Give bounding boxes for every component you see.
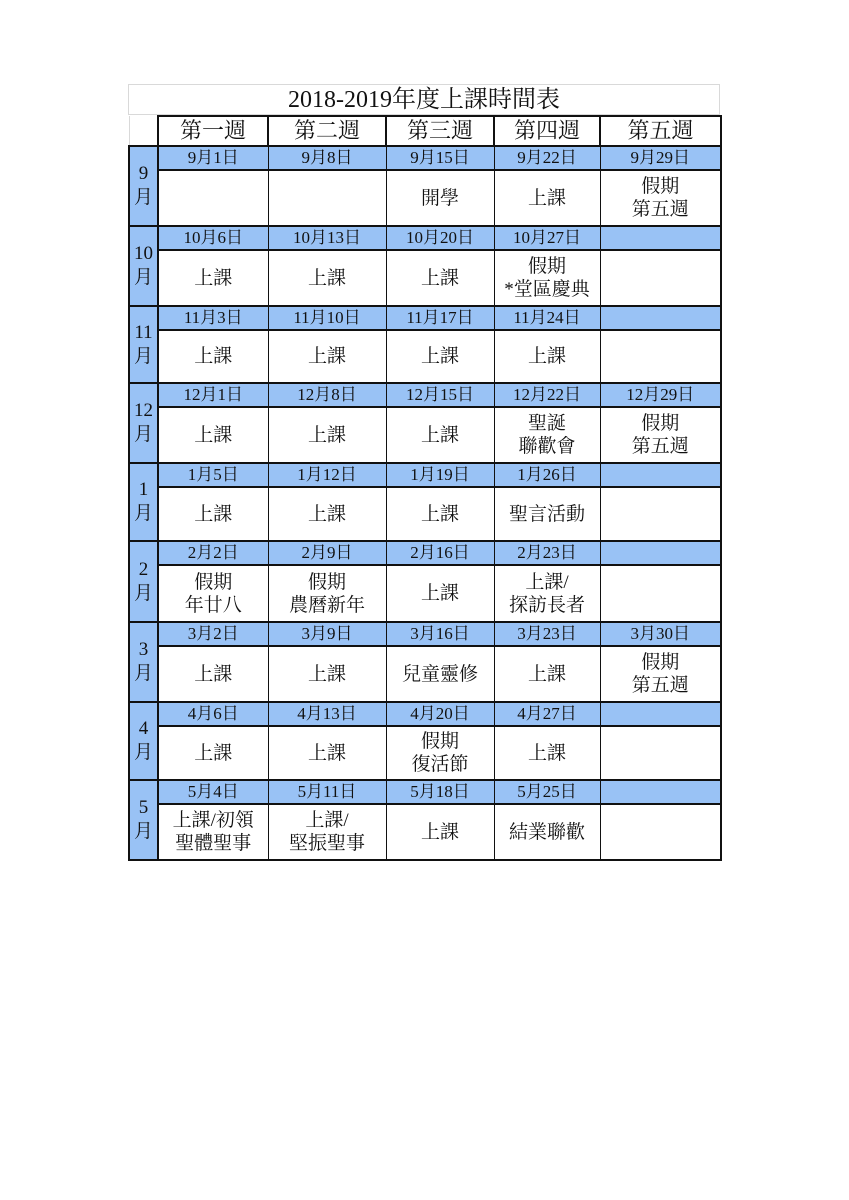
activity-text: 上課 [420, 267, 459, 289]
activity-text: 聖言活動 [508, 503, 585, 525]
date-cell: 5月11日 [268, 780, 386, 804]
month-char: 月 [133, 187, 153, 208]
date-cell: 11月3日 [158, 306, 268, 330]
month-char: 月 [133, 267, 153, 288]
date-cell [600, 306, 721, 330]
month-label [129, 622, 158, 702]
date-row [129, 383, 721, 407]
activity-text: 兒童靈修 [401, 663, 478, 685]
date-cell: 3月16日 [386, 622, 494, 646]
date-cell: 9月29日 [600, 146, 721, 170]
month-number: 3 [138, 639, 149, 660]
date-row [129, 702, 721, 726]
activity-text: 上課 [307, 742, 346, 764]
activity-text: 上課/ [305, 810, 349, 831]
activity-text: 假期 [641, 652, 680, 673]
activity-cell [600, 407, 721, 463]
date-cell: 9月22日 [494, 146, 600, 170]
month-label [129, 306, 158, 383]
month-char: 月 [133, 742, 153, 763]
activity-cell [386, 565, 494, 622]
date-cell: 12月15日 [386, 383, 494, 407]
month-number: 11 [134, 321, 153, 343]
date-cell: 10月20日 [386, 226, 494, 250]
activity-text: 假期 [420, 731, 459, 752]
date-cell: 3月30日 [600, 622, 721, 646]
activity-text: 上課 [194, 424, 233, 446]
activity-cell [158, 487, 268, 541]
content-row [129, 726, 721, 780]
activity-cell [494, 565, 600, 622]
activity-cell [600, 726, 721, 780]
activity-text: 探訪長者 [508, 594, 585, 616]
month-char: 月 [133, 503, 153, 524]
month-char: 月 [133, 582, 153, 604]
activity-cell [386, 250, 494, 306]
activity-text: 農曆新年 [288, 594, 365, 616]
activity-text: 上課 [420, 346, 459, 367]
content-row [129, 565, 721, 622]
date-cell: 3月2日 [158, 622, 268, 646]
activity-text: 上課 [527, 187, 566, 209]
date-cell: 4月20日 [386, 702, 494, 726]
activity-cell [494, 170, 600, 226]
activity-text: 上課 [420, 424, 459, 446]
date-cell [600, 780, 721, 804]
week-header: 第一週 [158, 116, 268, 146]
activity-text: 上課 [307, 424, 346, 446]
activity-text: 上課 [307, 663, 346, 685]
activity-cell [600, 646, 721, 702]
activity-text: 上課 [420, 503, 459, 525]
month-number: 10 [134, 243, 153, 264]
date-cell: 1月26日 [494, 463, 600, 487]
activity-cell [600, 804, 721, 860]
date-cell: 12月8日 [268, 383, 386, 407]
schedule-sheet [128, 84, 720, 861]
date-cell: 5月25日 [494, 780, 600, 804]
date-cell: 2月23日 [494, 541, 600, 565]
date-row [129, 780, 721, 804]
content-row [129, 804, 721, 860]
month-number: 9 [138, 163, 149, 184]
activity-cell [268, 565, 386, 622]
month-label [129, 780, 158, 860]
activity-cell [268, 407, 386, 463]
activity-text: 開學 [420, 187, 459, 209]
week-header: 第三週 [386, 116, 494, 146]
date-cell: 2月16日 [386, 541, 494, 565]
activity-text: 假期 [641, 176, 680, 197]
month-char: 月 [133, 345, 153, 367]
week-header: 第二週 [268, 116, 386, 146]
date-cell [600, 463, 721, 487]
activity-cell [494, 804, 600, 860]
activity-cell [386, 330, 494, 383]
date-cell: 4月13日 [268, 702, 386, 726]
activity-cell [268, 487, 386, 541]
activity-text: 上課 [194, 663, 233, 685]
month-label [129, 146, 158, 226]
date-cell: 9月8日 [268, 146, 386, 170]
date-row [129, 226, 721, 250]
content-row [129, 487, 721, 541]
activity-cell [386, 804, 494, 860]
activity-cell [158, 407, 268, 463]
activity-cell [600, 487, 721, 541]
date-cell: 2月2日 [158, 541, 268, 565]
month-label [129, 383, 158, 463]
activity-text: 年廿八 [184, 594, 242, 616]
date-cell [600, 702, 721, 726]
activity-text: 上課 [194, 346, 233, 367]
activity-cell [158, 646, 268, 702]
activity-cell [158, 726, 268, 780]
corner-cell [129, 116, 158, 146]
activity-text: 上課 [420, 583, 459, 604]
activity-text: 假期 [307, 571, 346, 593]
activity-text: 第五週 [631, 436, 689, 457]
activity-cell [494, 330, 600, 383]
month-number: 4 [138, 718, 149, 739]
activity-cell [158, 250, 268, 306]
activity-text: 假期 [194, 571, 233, 593]
activity-cell [386, 646, 494, 702]
activity-text: 假期 [641, 413, 680, 434]
activity-text: 上課 [420, 821, 459, 843]
activity-text: 聖誕 [527, 413, 566, 434]
activity-text: 上課 [194, 503, 233, 525]
activity-cell [494, 250, 600, 306]
activity-text: 聖體聖事 [175, 833, 252, 854]
content-row [129, 646, 721, 702]
month-label [129, 541, 158, 622]
activity-cell [600, 170, 721, 226]
month-number: 12 [134, 400, 153, 421]
activity-cell [386, 487, 494, 541]
activity-text: 復活節 [411, 754, 469, 775]
month-label [129, 226, 158, 306]
activity-cell [494, 407, 600, 463]
date-cell: 5月4日 [158, 780, 268, 804]
date-cell: 12月29日 [600, 383, 721, 407]
activity-cell [268, 170, 386, 226]
activity-text: 第五週 [631, 675, 689, 696]
date-cell [600, 541, 721, 565]
month-char: 月 [133, 821, 153, 842]
date-cell: 12月1日 [158, 383, 268, 407]
month-number: 1 [138, 479, 149, 500]
activity-text: 聯歡會 [518, 436, 576, 457]
activity-cell [268, 646, 386, 702]
date-cell: 11月24日 [494, 306, 600, 330]
date-row [129, 541, 721, 565]
schedule-title: 2018-2019年度上課時間表 [128, 84, 720, 115]
activity-text: 上課 [307, 267, 346, 289]
schedule-table [128, 115, 722, 861]
activity-text: 上課 [307, 503, 346, 525]
activity-cell [600, 565, 721, 622]
week-header: 第五週 [600, 116, 721, 146]
date-row [129, 622, 721, 646]
date-cell: 3月9日 [268, 622, 386, 646]
month-label [129, 463, 158, 541]
date-cell: 1月5日 [158, 463, 268, 487]
date-cell [600, 226, 721, 250]
date-row [129, 306, 721, 330]
content-row [129, 250, 721, 306]
date-cell: 9月15日 [386, 146, 494, 170]
activity-cell [600, 250, 721, 306]
date-cell: 2月9日 [268, 541, 386, 565]
month-number: 5 [138, 797, 149, 818]
activity-text: 結業聯歡 [508, 821, 585, 843]
activity-cell [386, 407, 494, 463]
activity-cell [158, 565, 268, 622]
date-cell: 4月27日 [494, 702, 600, 726]
content-row [129, 330, 721, 383]
activity-cell [494, 646, 600, 702]
activity-text: 上課 [194, 742, 233, 764]
month-number: 2 [138, 558, 149, 580]
month-char: 月 [133, 424, 153, 445]
content-row [129, 407, 721, 463]
date-cell: 9月1日 [158, 146, 268, 170]
date-cell: 4月6日 [158, 702, 268, 726]
date-cell: 3月23日 [494, 622, 600, 646]
activity-cell [158, 170, 268, 226]
date-cell: 11月10日 [268, 306, 386, 330]
week-header-row [129, 116, 721, 146]
date-cell: 10月27日 [494, 226, 600, 250]
date-row [129, 146, 721, 170]
activity-text: 第五週 [631, 199, 689, 220]
week-header: 第四週 [494, 116, 600, 146]
activity-text: 上課 [527, 346, 566, 367]
activity-text: 上課/ [525, 571, 569, 593]
date-cell: 10月13日 [268, 226, 386, 250]
activity-cell [158, 804, 268, 860]
activity-cell [268, 726, 386, 780]
date-cell: 11月17日 [386, 306, 494, 330]
date-cell: 1月19日 [386, 463, 494, 487]
date-cell: 5月18日 [386, 780, 494, 804]
activity-cell [386, 170, 494, 226]
date-cell: 10月6日 [158, 226, 268, 250]
date-cell: 1月12日 [268, 463, 386, 487]
activity-cell [494, 726, 600, 780]
activity-text: 上課 [527, 742, 566, 764]
activity-text: 上課 [194, 267, 233, 289]
activity-text: 堅振聖事 [288, 833, 365, 854]
activity-text: 上課/初領 [172, 810, 254, 831]
activity-text: 上課 [527, 663, 566, 685]
activity-text: *堂區慶典 [504, 279, 590, 300]
activity-cell [268, 250, 386, 306]
activity-cell [494, 487, 600, 541]
date-cell: 12月22日 [494, 383, 600, 407]
content-row [129, 170, 721, 226]
month-char: 月 [133, 663, 153, 684]
date-row [129, 463, 721, 487]
schedule-body [129, 116, 721, 860]
activity-text: 假期 [527, 256, 566, 277]
activity-cell [268, 330, 386, 383]
activity-cell [268, 804, 386, 860]
activity-cell [386, 726, 494, 780]
activity-cell [158, 330, 268, 383]
month-label [129, 702, 158, 780]
activity-cell [600, 330, 721, 383]
activity-text: 上課 [307, 346, 346, 367]
